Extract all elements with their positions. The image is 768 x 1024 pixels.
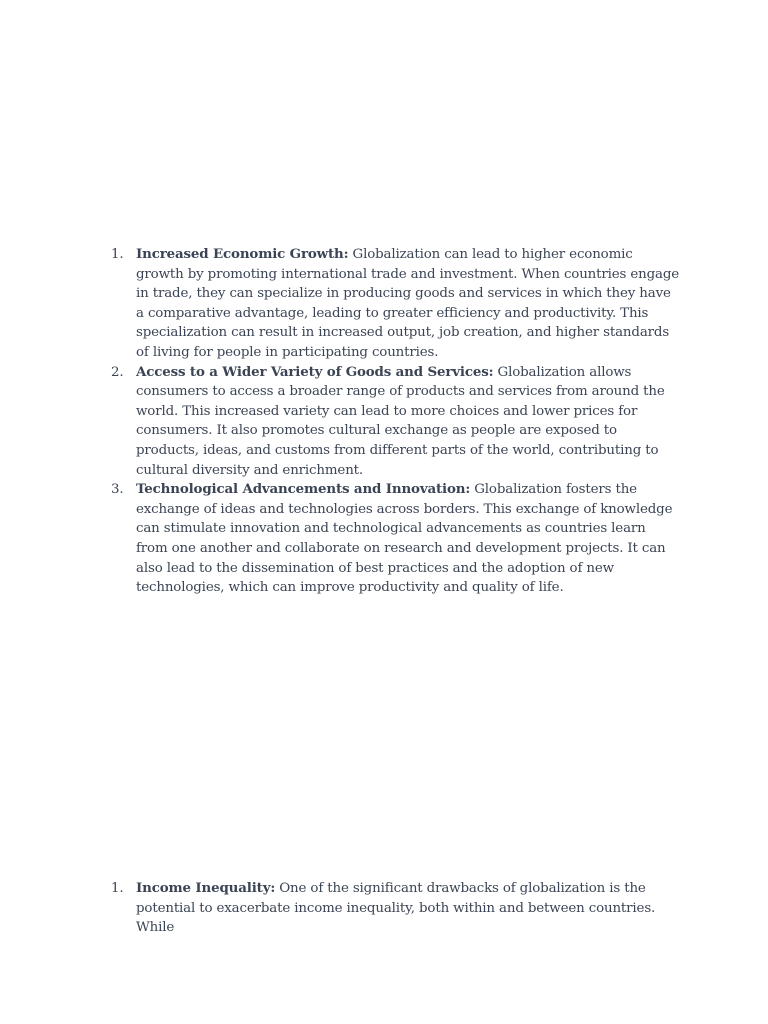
benefit-term: Increased Economic Growth: [136,246,349,262]
drawback-text: One of the significant drawbacks of globalization is the potential to exacerbate income inequality, both within and between countries. While [136,881,656,936]
benefit-item-technology [0,480,768,598]
list-number: 3. [111,482,124,498]
benefit-text: Globalization can lead to higher economic growth by promoting international trade and investment. When countries engage in trade, they can specialize in producing goods and services in which they have a comparative advantage, leading to greater efficiency and productivity. This specialization can result in increased output, job creation, and higher standards of living for people in participating countries. [136,247,680,360]
benefit-term: Access to a Wider Variety of Goods and Services: [136,363,494,380]
list-number: 2. [111,364,124,380]
list-number: 1. [111,881,124,896]
benefits-list [0,245,768,598]
drawback-item-income-inequality [0,879,768,938]
benefit-text: Globalization allows consumers to access a broader range of products and services from around the world. This increased variety can lead to more choices and lower prices for consumers. It also promotes cultural exchange as people are exposed to products, ideas, and customs from different parts of the world, contributing to cultural diversity and enrichment. [136,364,665,478]
benefit-item-variety [0,363,768,481]
benefit-item-economic-growth [0,245,768,363]
benefit-text: Globalization fosters the exchange of ideas and technologies across borders. This exchange of knowledge can stimulate innovation and technological advancements as countries learn from one another and collaborate on research and development projects. It can also lead to the dissemination of best practices and the adoption of new technologies, which can improve productivity and quality of life. [136,482,673,596]
drawbacks-list [0,879,768,938]
drawback-term: Income Inequality: [136,880,276,896]
benefit-term: Technological Advancements and Innovation: [136,481,471,498]
list-number: 1. [111,247,124,262]
